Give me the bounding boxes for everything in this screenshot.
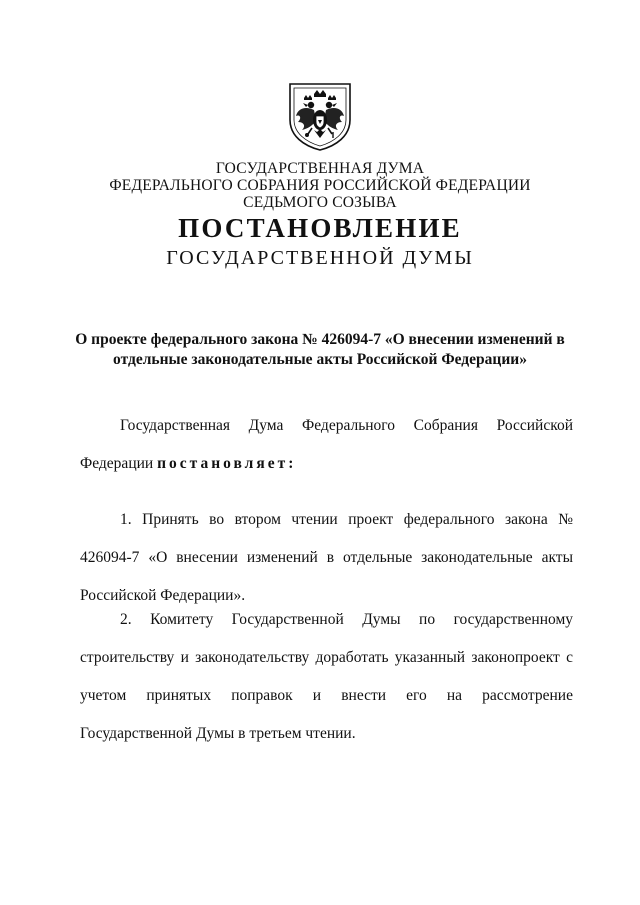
decision-verb: постановляет: (157, 455, 297, 472)
header-line-federal-assembly: ФЕДЕРАЛЬНОГО СОБРАНИЯ РОССИЙСКОЙ ФЕДЕРАЦИИ (109, 177, 531, 194)
resolution-item-1: 1. Принять во втором чтении проект федерального закона № 426094-7 «О внесении изменений в отдельные законодательные акты Российской Федерации». (80, 511, 573, 604)
document-type-title: ПОСТАНОВЛЕНИЕ (178, 213, 462, 243)
intro-paragraph (80, 407, 573, 483)
resolution-item-2: 2. Комитету Государственной Думы по государственному строительству и законодательству доработать указанный законопроект с учетом принятых поправок и внести его на рассмотрение Государственной Думы в третьем чтении. (80, 611, 573, 742)
coat-of-arms-icon (284, 80, 356, 152)
document-subject: О проекте федерального закона № 426094-7 «О внесении изменений в отдельные законодательные акты Российской Федерации» (75, 331, 565, 368)
intro-text: Государственная Дума Федерального Собрания Российской Федерации (80, 417, 573, 472)
document-issuer: ГОСУДАРСТВЕННОЙ ДУМЫ (166, 247, 474, 269)
header-line-duma: ГОСУДАРСТВЕННАЯ ДУМА (215, 160, 425, 177)
header-line-convocation: СЕДЬМОГО СОЗЫВА (243, 194, 397, 211)
